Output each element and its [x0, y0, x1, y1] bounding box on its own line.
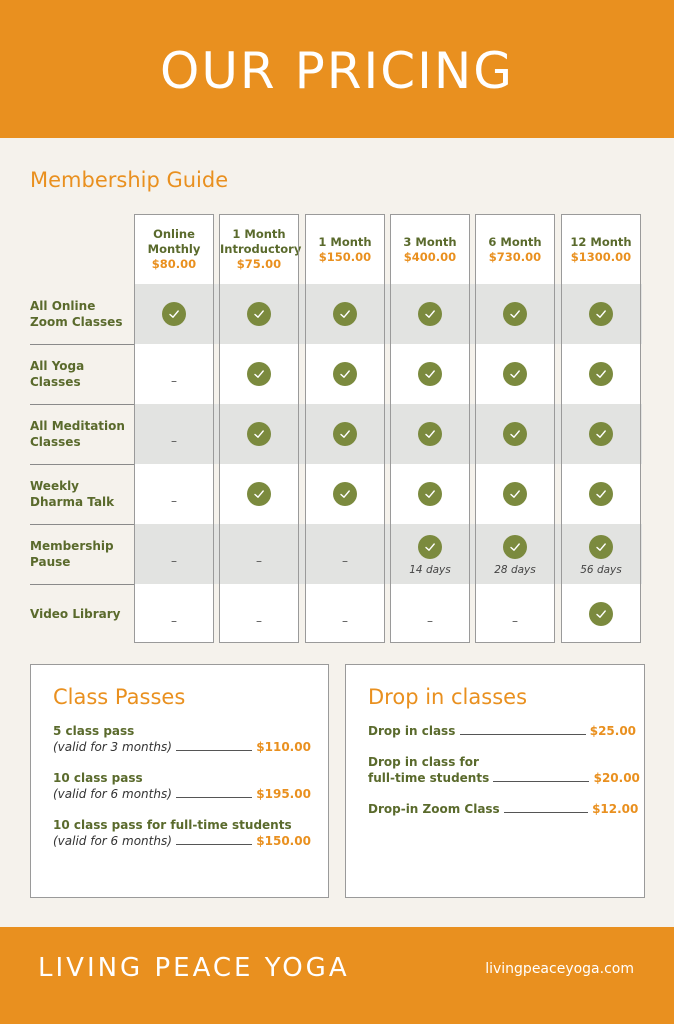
- table-cell: [561, 362, 641, 386]
- dash-icon: –: [171, 434, 177, 448]
- feature-label: [30, 298, 140, 330]
- check-icon: [333, 422, 357, 446]
- table-cell: [219, 362, 299, 386]
- table-cell: [219, 614, 299, 628]
- pass-name: 10 class pass: [53, 771, 143, 785]
- brand-logo: LIVING PEACE YOGA: [38, 953, 350, 983]
- pause-days: 28 days: [494, 564, 536, 576]
- check-icon: [503, 482, 527, 506]
- leader-line: [504, 811, 588, 813]
- table-cell: [475, 362, 555, 386]
- plan-name: 12 Month: [570, 235, 632, 249]
- table-cell: [305, 362, 385, 386]
- drop-in-item: [368, 801, 638, 817]
- table-cell: [390, 302, 470, 326]
- table-cell: [561, 422, 641, 446]
- plan-price: $75.00: [236, 257, 282, 271]
- dash-icon: –: [342, 614, 348, 628]
- pause-days: 56 days: [580, 564, 622, 576]
- feature-label: [30, 606, 140, 622]
- row-divider: [30, 464, 134, 465]
- feature-label-line2: Classes: [30, 375, 81, 389]
- leader-line: [176, 749, 252, 751]
- table-cell: [219, 302, 299, 326]
- table-cell: [390, 482, 470, 506]
- feature-label-line2: Pause: [30, 555, 71, 569]
- pass-validity: (valid for 3 months): [53, 740, 172, 754]
- table-cell: [134, 614, 214, 628]
- page-title: OUR PRICING: [159, 42, 515, 100]
- table-cell: [219, 422, 299, 446]
- plan-price: $730.00: [488, 250, 542, 264]
- check-icon: [418, 422, 442, 446]
- check-icon: [418, 362, 442, 386]
- table-cell: [475, 614, 555, 628]
- feature-label: [30, 478, 140, 510]
- row-divider: [30, 404, 134, 405]
- dash-icon: –: [171, 554, 177, 568]
- class-pass-item: [53, 817, 311, 849]
- header-banner: [0, 0, 674, 138]
- feature-label-line1: All Online: [30, 299, 96, 313]
- table-cell: [561, 535, 641, 576]
- table-cell: [305, 302, 385, 326]
- drop-in-name-line2: full-time students: [368, 771, 490, 785]
- feature-label: [30, 538, 140, 570]
- check-icon: [418, 482, 442, 506]
- table-cell: [305, 482, 385, 506]
- feature-label-line2: Dharma Talk: [30, 495, 115, 509]
- table-cell: [134, 434, 214, 448]
- drop-in-item: [368, 723, 636, 739]
- class-pass-item: [53, 723, 311, 755]
- feature-label-line1: All Yoga: [30, 359, 85, 373]
- pass-name: 5 class pass: [53, 724, 135, 738]
- plan-price: $80.00: [151, 257, 197, 271]
- dash-icon: –: [171, 614, 177, 628]
- pause-days: 14 days: [409, 564, 451, 576]
- class-passes-title: Class Passes: [53, 685, 186, 709]
- check-icon: [589, 422, 613, 446]
- check-icon: [162, 302, 186, 326]
- plan-name-line2: Introductory: [220, 242, 302, 256]
- pass-validity: (valid for 6 months): [53, 787, 172, 801]
- drop-in-item: [368, 754, 640, 786]
- table-cell: [390, 362, 470, 386]
- check-icon: [333, 362, 357, 386]
- membership-guide-title: Membership Guide: [30, 168, 229, 192]
- pass-price: $150.00: [256, 834, 311, 848]
- check-icon: [333, 302, 357, 326]
- plan-price: $1300.00: [570, 250, 632, 264]
- plan-name: 1 Month: [232, 227, 286, 241]
- table-cell: [475, 482, 555, 506]
- plan-name: 3 Month: [403, 235, 457, 249]
- row-divider: [30, 344, 134, 345]
- plan-header: [220, 227, 302, 272]
- table-cell: [475, 422, 555, 446]
- dash-icon: –: [171, 494, 177, 508]
- dash-icon: –: [342, 554, 348, 568]
- table-cell: [390, 614, 470, 628]
- check-icon: [503, 362, 527, 386]
- feature-label: [30, 418, 140, 450]
- leader-line: [460, 733, 586, 735]
- table-cell: [219, 554, 299, 568]
- table-cell: [561, 302, 641, 326]
- drop-in-title: Drop in classes: [368, 685, 528, 709]
- plan-name-line2: Monthly: [147, 242, 201, 256]
- dash-icon: –: [171, 374, 177, 388]
- check-icon: [247, 422, 271, 446]
- table-cell: [134, 554, 214, 568]
- plan-name: Online: [153, 227, 195, 241]
- drop-in-name: Drop in class: [368, 724, 456, 738]
- table-cell: [305, 422, 385, 446]
- table-cell: [305, 614, 385, 628]
- check-icon: [333, 482, 357, 506]
- table-cell: [134, 494, 214, 508]
- check-icon: [589, 602, 613, 626]
- plan-header: [135, 227, 213, 272]
- check-icon: [589, 482, 613, 506]
- plan-name: 6 Month: [488, 235, 542, 249]
- class-pass-item: [53, 770, 311, 802]
- leader-line: [176, 843, 252, 845]
- dash-icon: –: [427, 614, 433, 628]
- drop-in-box: [345, 664, 645, 898]
- feature-label-line2: Classes: [30, 435, 81, 449]
- drop-in-price: $12.00: [592, 802, 639, 816]
- pass-price: $195.00: [256, 787, 311, 801]
- feature-label-line2: Zoom Classes: [30, 315, 123, 329]
- plan-name: 1 Month: [318, 235, 372, 249]
- footer: [0, 927, 674, 1024]
- row-divider: [30, 584, 134, 585]
- table-cell: [475, 535, 555, 576]
- drop-in-price: $25.00: [589, 724, 637, 738]
- check-icon: [247, 362, 271, 386]
- check-icon: [418, 302, 442, 326]
- drop-in-price: $20.00: [593, 771, 640, 785]
- table-cell: [561, 482, 641, 506]
- check-icon: [247, 302, 271, 326]
- pass-validity: (valid for 6 months): [53, 834, 172, 848]
- plan-header: [306, 235, 384, 265]
- feature-label-line1: Video Library: [30, 607, 121, 621]
- table-cell: [305, 554, 385, 568]
- feature-label: [30, 358, 140, 390]
- table-cell: [390, 535, 470, 576]
- plan-header: [562, 235, 640, 265]
- dash-icon: –: [256, 614, 262, 628]
- leader-line: [176, 796, 252, 798]
- class-passes-box: [30, 664, 329, 898]
- check-icon: [589, 535, 613, 559]
- website-link[interactable]: livingpeaceyoga.com: [485, 961, 634, 977]
- plan-price: $150.00: [318, 250, 372, 264]
- check-icon: [589, 302, 613, 326]
- dash-icon: –: [512, 614, 518, 628]
- check-icon: [503, 422, 527, 446]
- feature-label-line1: Weekly: [30, 479, 80, 493]
- drop-in-name: Drop in class for: [368, 755, 479, 769]
- table-cell: [134, 374, 214, 388]
- drop-in-name: Drop-in Zoom Class: [368, 802, 500, 816]
- table-cell: [134, 302, 214, 326]
- table-cell: [390, 422, 470, 446]
- leader-line: [493, 780, 589, 782]
- dash-icon: –: [256, 554, 262, 568]
- table-cell: [219, 482, 299, 506]
- row-divider: [30, 524, 134, 525]
- table-cell: [475, 302, 555, 326]
- plan-header: [476, 235, 554, 265]
- check-icon: [503, 302, 527, 326]
- check-icon: [247, 482, 271, 506]
- pass-name: 10 class pass for full-time students: [53, 818, 292, 832]
- feature-label-line1: All Meditation: [30, 419, 125, 433]
- check-icon: [503, 535, 527, 559]
- check-icon: [418, 535, 442, 559]
- check-icon: [589, 362, 613, 386]
- plan-header: [391, 235, 469, 265]
- plan-price: $400.00: [403, 250, 457, 264]
- table-cell: [561, 602, 641, 626]
- feature-label-line1: Membership: [30, 539, 114, 553]
- pass-price: $110.00: [256, 740, 311, 754]
